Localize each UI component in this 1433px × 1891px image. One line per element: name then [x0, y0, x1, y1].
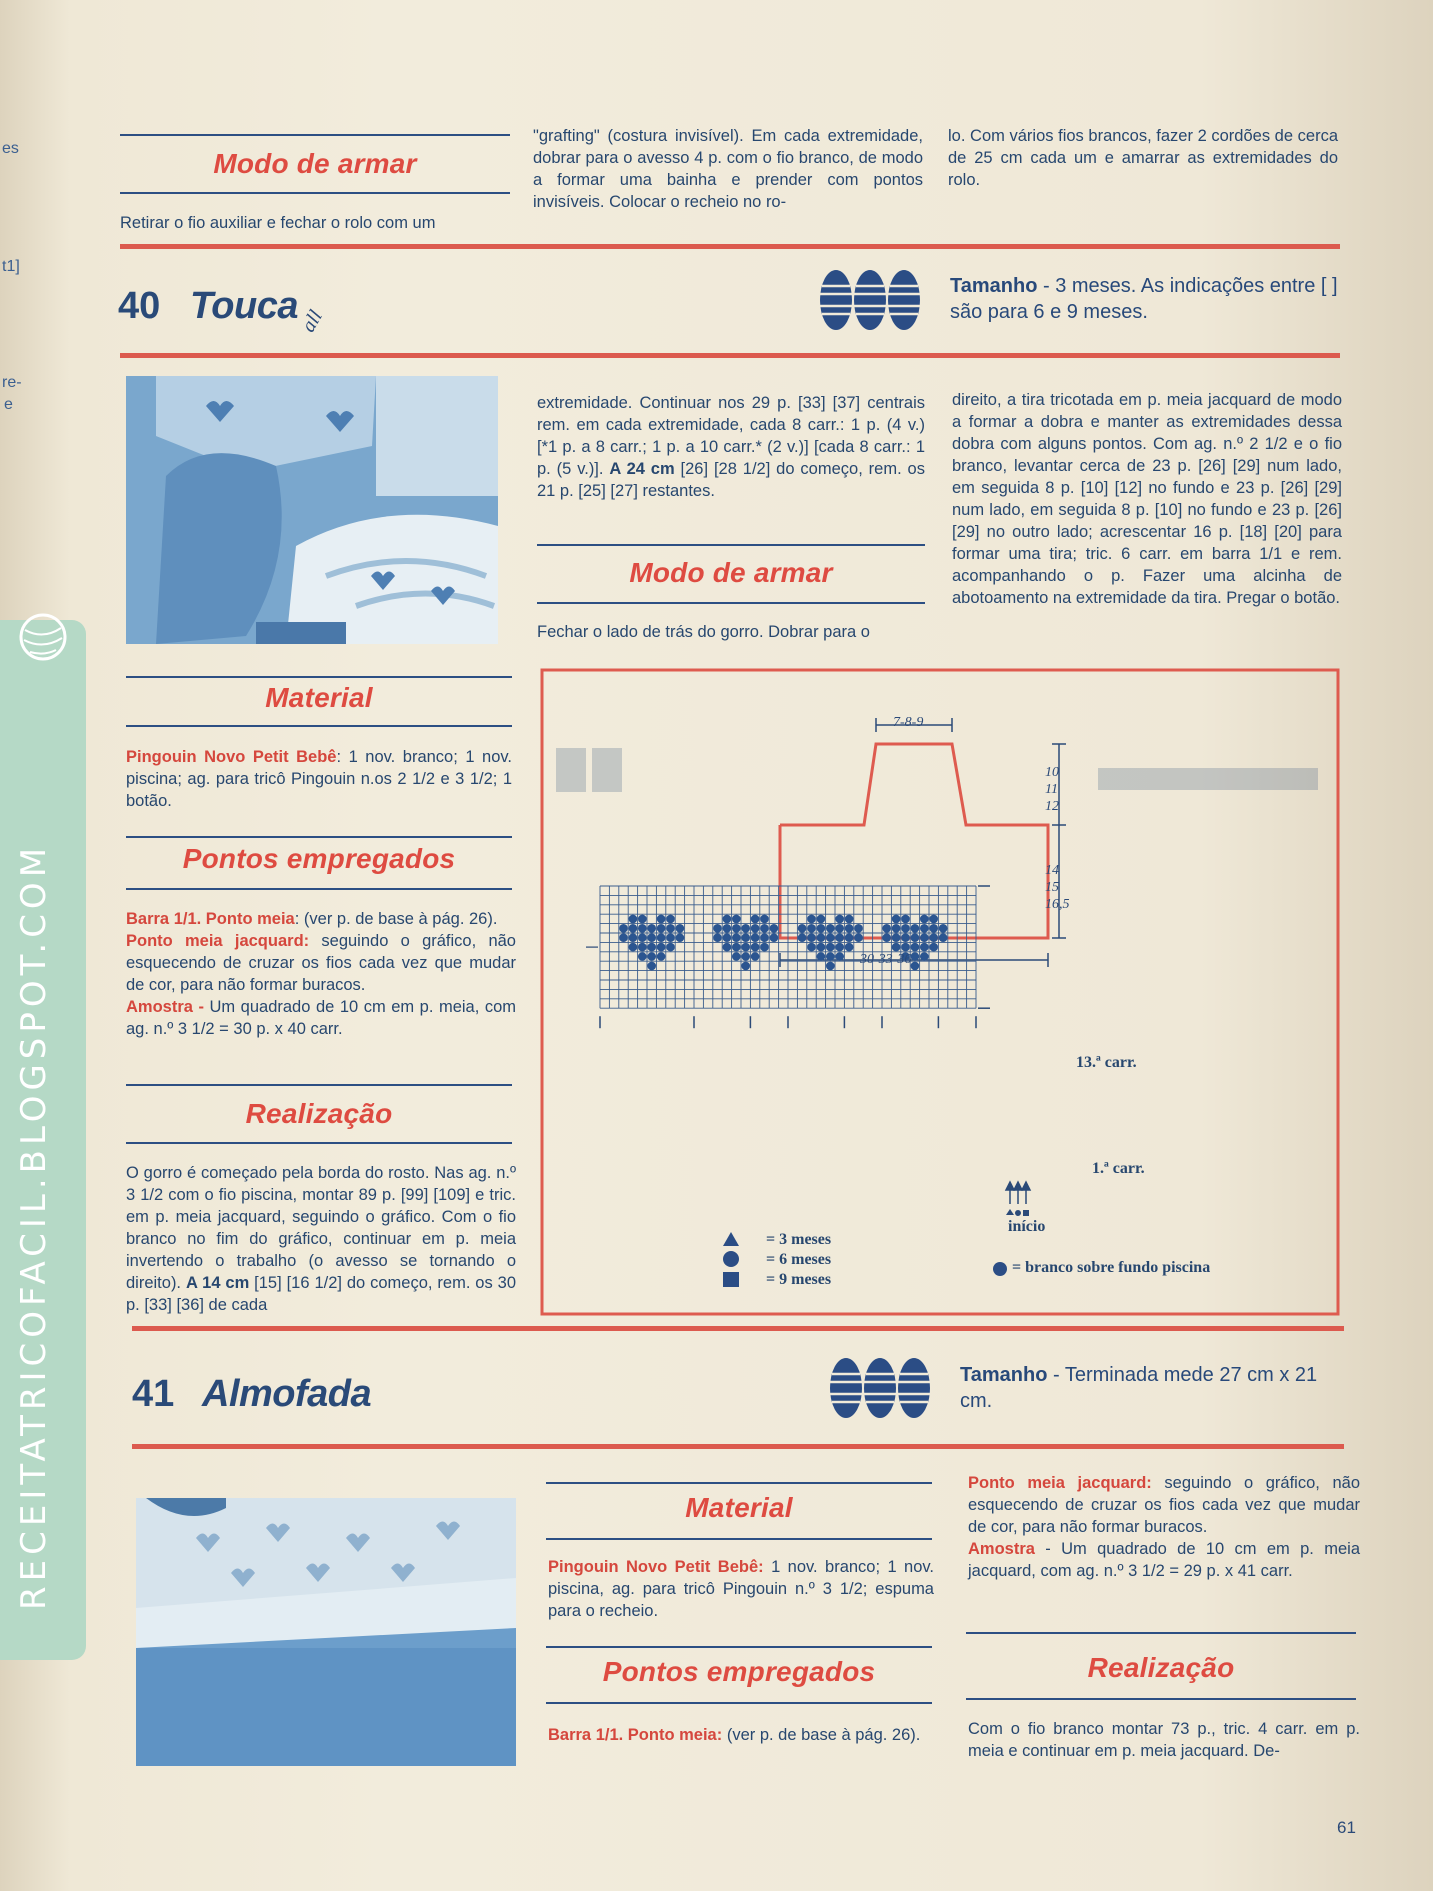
instructions-text: [15] [16 1/2] do começo, rem. os 30 p. [33] [36] de cada — [126, 1274, 516, 1314]
pencil-annotation: all — [297, 306, 327, 336]
bottom-width-label: 30-33-36 — [860, 952, 912, 967]
stitches-paragraph — [126, 908, 516, 1040]
divider — [120, 134, 510, 136]
yarn-ball-icon — [16, 610, 70, 664]
stitch-label: Barra 1/1. Ponto meia — [126, 910, 295, 928]
top-height-labels — [1045, 764, 1059, 815]
instructions-text: extremidade. Continuar nos 29 p. [33] [37] centrais rem. em cada extremidade, cada 8 carr.: 1 p. (4 v.) [*1 p. a 8 carr.; 1 p. a 10 carr.* (2 v.)] [cada 8 carr.: 1 p. (5 v.)]. — [537, 394, 925, 478]
divider — [537, 544, 925, 546]
row-13-label: 13.ª carr. — [1076, 1054, 1137, 1071]
item-number: 40 — [118, 285, 161, 327]
stitch-text: (ver p. de base à pág. 26). — [722, 1726, 921, 1744]
size-label: Tamanho — [960, 1364, 1048, 1386]
divider — [126, 676, 512, 678]
height-value: 16,5 — [1045, 897, 1070, 912]
stitch-label: Barra 1/1. Ponto meia: — [548, 1726, 723, 1744]
divider — [120, 192, 510, 194]
color-key: = branco sobre fundo piscina — [1012, 1259, 1211, 1276]
material-paragraph — [126, 746, 512, 812]
section-heading: Material — [265, 682, 373, 713]
legend-entry: 9 meses — [779, 1271, 832, 1288]
brand-name: Pingouin Novo Petit Bebê — [126, 748, 337, 766]
pattern-diagram — [540, 668, 1340, 1316]
stitch-label: Ponto meia jacquard: — [126, 932, 310, 950]
height-value: 10 — [1045, 765, 1059, 780]
height-value: 15 — [1045, 880, 1059, 895]
divider — [966, 1632, 1356, 1634]
yarn-skeins-icon — [818, 268, 922, 332]
divider — [126, 1084, 512, 1086]
instructions-paragraph: direito, a tira tricotada em p. meia jacquard de modo a formar a dobra e manter as extremidades dessa dobra com alguns pontos. Com ag. n.º 2 1/2 e o fio branco, levantar cerca de 23 p. [26] [29] num lado, em seguida 8 p. [10] [12] no fundo e 23 p. [26] [29] num lado, em seguida 8 p. [10] no fundo e 23 p. [26] [29] no outro lado; acrescentar 16 p. [18] [20] para formar uma tira; tric. 6 carr. em barra 1/1 e rem. acompanhando o p. Fazer uma alcinha de abotoamento na extremidade da tira. Pregar o botão. — [952, 391, 1342, 607]
instructions-paragraph — [537, 392, 925, 502]
brand-name: Pingouin Novo Petit Bebê: — [548, 1558, 764, 1576]
margin-fragment: re- — [2, 374, 22, 391]
gauge-text: Um quadrado de 10 cm em p. meia, com ag. n.º 3 1/2 = 30 p. x 40 carr. — [126, 998, 516, 1038]
section-heading: Realização — [245, 1098, 393, 1129]
section-heading: Pontos empregados — [602, 1656, 876, 1687]
item-number: 41 — [132, 1373, 175, 1415]
stitch-text: seguindo o gráfico, não esquecendo de cruzar os fios cada vez que mudar de cor, para não formar buracos. — [126, 932, 516, 994]
divider — [546, 1646, 932, 1648]
divider — [126, 1142, 512, 1144]
gauge-text: - Um quadrado de 10 cm em p. meia jacquard, com ag. n.º 3 1/2 = 29 p. x 41 carr. — [968, 1540, 1360, 1580]
section-heading: Material — [685, 1492, 793, 1523]
margin-fragment: es — [2, 140, 19, 157]
material-paragraph — [548, 1556, 934, 1622]
instructions-paragraph — [126, 1162, 516, 1316]
color-key-text: branco sobre fundo piscina — [1025, 1259, 1211, 1276]
stitches-paragraph — [548, 1724, 938, 1746]
start-label: início — [1008, 1218, 1046, 1235]
paragraph: Retirar o fio auxiliar e fechar o rolo com um — [120, 214, 436, 232]
paragraph: Fechar o lado de trás do gorro. Dobrar para o — [537, 623, 870, 641]
height-value: 14 — [1045, 863, 1059, 878]
divider — [546, 1482, 932, 1484]
instructions-text: O gorro é começado pela borda do rosto. Nas ag. n.º 3 1/2 com o fio piscina, montar 89 p. [99] [109] e tric. em p. meia jacquard, seguindo o gráfico. Com o fio branco no fim do gráfico, continuar em p. meia invertendo o trabalho (o avesso se tornando o direito). — [126, 1164, 516, 1292]
paragraph: "grafting" (costura invisível). Em cada extremidade, dobrar para o avesso 4 p. com o fio branco, de modo a formar uma bainha e prender com pontos invisíveis. Colocar o recheio no ro- — [533, 127, 923, 211]
section-divider — [132, 1326, 1344, 1331]
section-divider — [132, 1444, 1344, 1449]
legend-entry: 6 meses — [779, 1251, 832, 1268]
section-heading: Realização — [1087, 1652, 1235, 1683]
section-divider — [120, 244, 1340, 249]
knitting-chart-grid — [586, 886, 990, 1028]
divider — [546, 1702, 932, 1704]
watermark-text: RECEITATRICOFACIL.BLOGSPOT.COM — [14, 842, 54, 1610]
instructions-text: [26] [28 1/2] do começo, rem. os 21 p. [25] [27] restantes. — [537, 460, 925, 500]
measurement: A 24 cm — [609, 460, 675, 478]
size-legend: = 3 meses = 6 meses = 9 meses — [766, 1231, 832, 1288]
size-info — [950, 273, 1340, 325]
section-heading: Modo de armar — [629, 557, 833, 588]
instructions-paragraph: Com o fio branco montar 73 p., tric. 4 carr. em p. meia e continuar em p. meia jacquard. De- — [968, 1720, 1360, 1760]
top-width-label: 7-8-9 — [893, 715, 924, 730]
margin-fragment: t1] — [2, 258, 20, 275]
height-value: 11 — [1045, 782, 1058, 797]
bottom-height-labels — [1045, 862, 1070, 913]
divider — [546, 1538, 932, 1540]
size-info — [960, 1362, 1350, 1414]
divider — [126, 836, 512, 838]
yarn-skeins-icon — [828, 1356, 932, 1420]
photo-cushion — [136, 1498, 516, 1766]
divider — [537, 602, 925, 604]
material-text: : 1 nov. branco; 1 nov. piscina; ag. para tricô Pingouin n.os 2 1/2 e 3 1/2; 1 botão. — [126, 748, 512, 810]
material-text: 1 nov. branco; 1 nov. piscina, ag. para tricô Pingouin n.º 3 1/2; espuma para o recheio. — [548, 1558, 935, 1620]
height-value: 12 — [1045, 799, 1059, 814]
photo-baby-hat — [126, 376, 498, 644]
measurement: A 14 cm — [185, 1274, 250, 1292]
stitch-label: Ponto meia jacquard: — [968, 1474, 1152, 1492]
paragraph: lo. Com vários fios brancos, fazer 2 cordões de cerca de 25 cm cada um e amarrar as extremidades do rolo. — [948, 127, 1338, 189]
page-number: 61 — [1337, 1818, 1356, 1837]
stitch-text: seguindo o gráfico, não esquecendo de cruzar os fios cada vez que mudar de cor, para não formar buracos. — [968, 1474, 1360, 1536]
size-text: - Terminada mede 27 cm x 21 cm. — [960, 1364, 1318, 1412]
divider — [126, 888, 512, 890]
divider — [966, 1698, 1356, 1700]
size-text: - 3 meses. As indicações entre [ ] são para 6 e 9 meses. — [950, 275, 1338, 323]
margin-fragment: e — [4, 396, 13, 413]
gauge-label: Amostra - — [126, 998, 204, 1016]
item-title: Touca — [190, 285, 298, 327]
section-divider — [120, 353, 1340, 358]
gauge-label: Amostra — [968, 1540, 1035, 1558]
section-heading: Pontos empregados — [182, 843, 456, 874]
stitches-paragraph — [968, 1472, 1360, 1582]
divider — [126, 725, 512, 727]
row-1-label: 1.ª carr. — [1092, 1160, 1145, 1177]
stitch-text: : (ver p. de base à pág. 26). — [294, 910, 498, 928]
section-heading: Modo de armar — [213, 148, 417, 179]
legend-entry: 3 meses — [779, 1231, 832, 1248]
item-title: Almofada — [202, 1373, 372, 1415]
size-label: Tamanho — [950, 275, 1038, 297]
